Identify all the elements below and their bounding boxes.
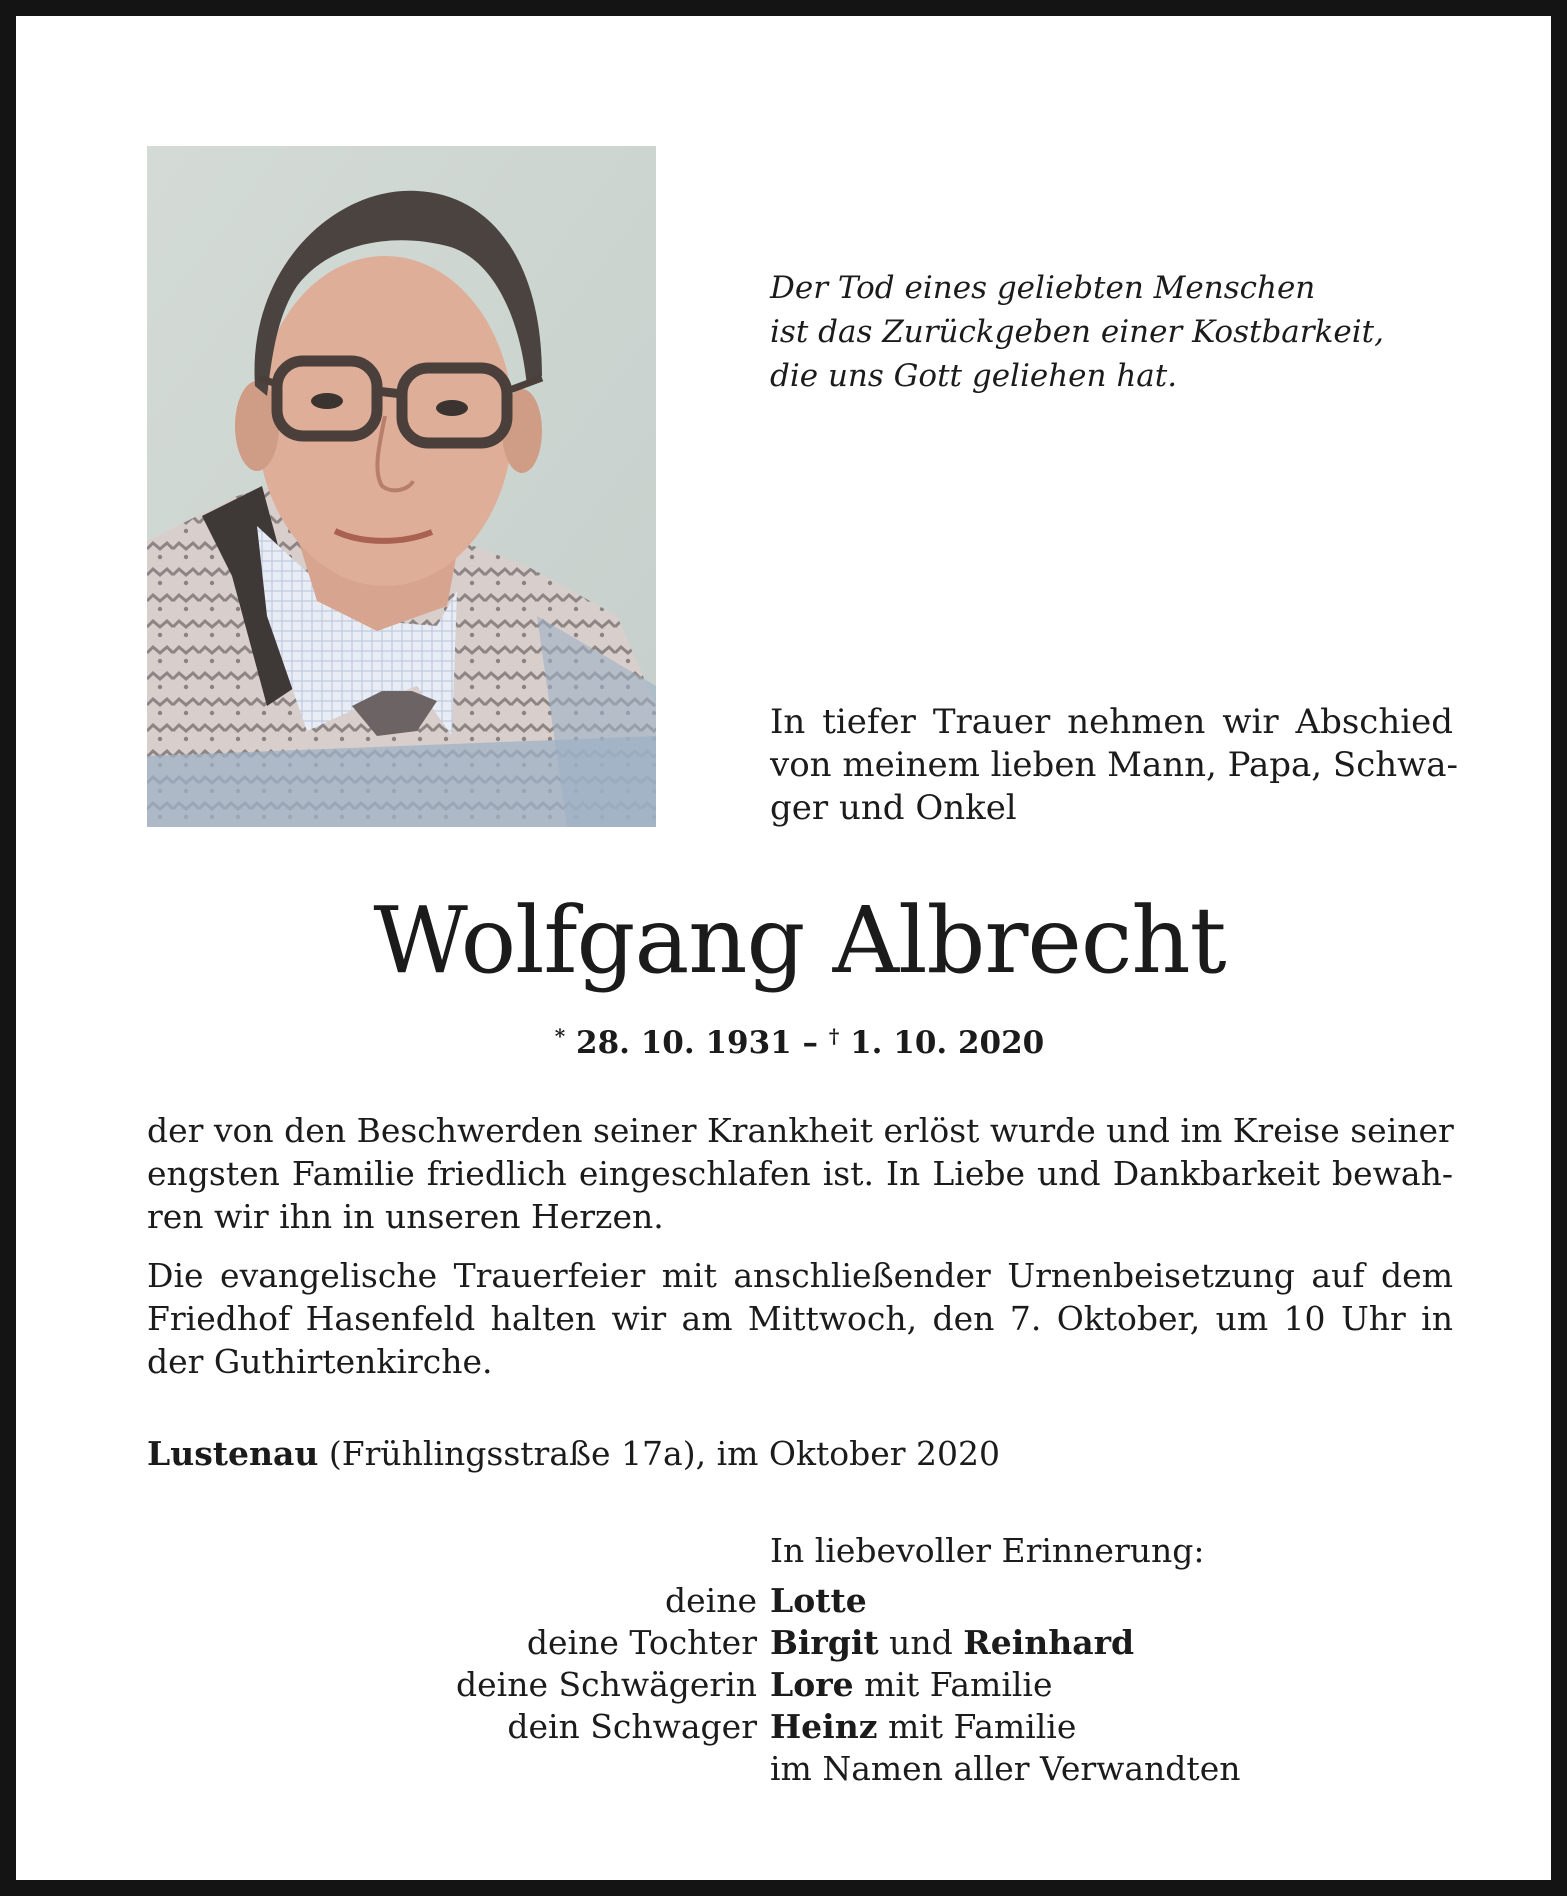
signer-name: Heinz bbox=[770, 1707, 878, 1746]
quote bbox=[770, 266, 1470, 398]
signer-name-2: Reinhard bbox=[963, 1623, 1135, 1662]
signer-names bbox=[770, 1748, 1240, 1790]
signer-relation: dein Schwager bbox=[507, 1707, 757, 1746]
place-and-date bbox=[147, 1432, 1000, 1475]
signer-row bbox=[16, 1748, 1567, 1790]
signer-conjunction: und bbox=[878, 1623, 964, 1662]
signer-names bbox=[770, 1580, 867, 1622]
signer-names bbox=[770, 1622, 1134, 1664]
paragraph-line: der Guthirtenkirche. bbox=[147, 1342, 493, 1381]
paragraph-line: ren wir ihn in unseren Herzen. bbox=[147, 1197, 664, 1236]
intro-line: ger und Onkel bbox=[770, 788, 1017, 828]
deceased-name: Wolfgang Albrecht bbox=[373, 887, 1226, 994]
signer-row bbox=[16, 1706, 1567, 1748]
signer-relation: deine bbox=[665, 1581, 757, 1620]
memory-heading: In liebevoller Erinnerung: bbox=[770, 1531, 1205, 1570]
signer-name: Lotte bbox=[770, 1581, 867, 1620]
signer-relation: deine Tochter bbox=[526, 1623, 757, 1662]
signer-relation: deine Schwägerin bbox=[456, 1665, 757, 1704]
quote-line: Der Tod eines geliebten Menschen bbox=[770, 270, 1316, 306]
intro-line: von meinem lieben Mann, Papa, Schwa- bbox=[770, 745, 1459, 785]
signer-row bbox=[16, 1622, 1567, 1664]
paragraph-1 bbox=[147, 1109, 1453, 1238]
signer-name: Birgit bbox=[770, 1623, 879, 1662]
address-date: (Frühlingsstraße 17a), im Oktober 2020 bbox=[318, 1434, 1000, 1473]
signer-row bbox=[16, 1664, 1567, 1706]
birth-symbol: * bbox=[554, 1024, 566, 1048]
portrait-photo bbox=[147, 146, 656, 827]
portrait-image bbox=[147, 146, 656, 827]
paragraph-line: der von den Beschwerden seiner Krankheit erlöst wurde und im Kreise seiner bbox=[147, 1111, 1454, 1150]
paragraph-2 bbox=[147, 1254, 1453, 1383]
signer-suffix: mit Familie bbox=[853, 1665, 1053, 1704]
signers-list bbox=[16, 1580, 1567, 1790]
intro-text bbox=[770, 701, 1459, 830]
paragraph-line: engsten Familie friedlich eingeschlafen ist. In Liebe und Dankbarkeit bewah- bbox=[147, 1154, 1453, 1193]
death-symbol: † bbox=[828, 1024, 840, 1048]
birth-date: 28. 10. 1931 bbox=[576, 1025, 792, 1061]
town: Lustenau bbox=[147, 1434, 319, 1473]
signer-suffix: im Namen aller Verwandten bbox=[770, 1749, 1241, 1788]
paragraph-line: Die evangelische Trauerfeier mit anschließender Urnenbeisetzung auf dem bbox=[147, 1256, 1453, 1295]
intro-line: In tiefer Trauer nehmen wir Abschied bbox=[770, 702, 1453, 742]
quote-line: ist das Zurückgeben einer Kostbarkeit, bbox=[770, 314, 1384, 350]
death-date: 1. 10. 2020 bbox=[850, 1025, 1045, 1061]
signer-names bbox=[770, 1664, 1053, 1706]
signer-suffix: mit Familie bbox=[877, 1707, 1077, 1746]
date-separator: – bbox=[802, 1025, 819, 1061]
signer-name: Lore bbox=[770, 1665, 854, 1704]
quote-line: die uns Gott geliehen hat. bbox=[770, 358, 1178, 394]
signer-row bbox=[16, 1580, 1567, 1622]
paragraph-line: Friedhof Hasenfeld halten wir am Mittwoch, den 7. Oktober, um 10 Uhr in bbox=[147, 1299, 1453, 1338]
life-dates bbox=[16, 1014, 1567, 1065]
signer-names bbox=[770, 1706, 1076, 1748]
